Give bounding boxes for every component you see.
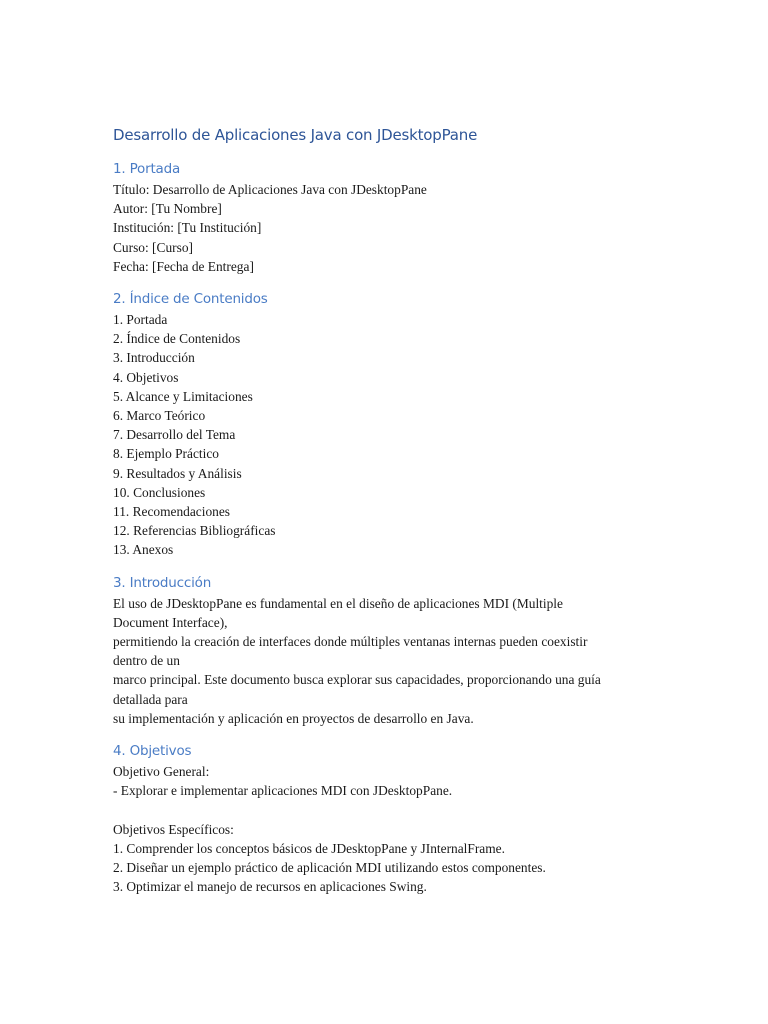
- text-line: 12. Referencias Bibliográficas: [113, 523, 276, 539]
- text-line: 11. Recomendaciones: [113, 504, 231, 520]
- document-page: [113, 124, 673, 909]
- text-line: El uso de JDesktopPane es fundamental en el diseño de aplicaciones MDI (Multiple: [113, 595, 563, 611]
- section-2: [113, 289, 673, 560]
- section-heading: 1. Portada: [113, 161, 181, 177]
- text-line: dentro de un: [113, 653, 180, 669]
- text-line: 8. Ejemplo Práctico: [113, 446, 219, 462]
- text-line: Autor: [Tu Nombre]: [113, 201, 222, 217]
- text-line: 3. Introducción: [113, 350, 195, 366]
- text-line: 2. Diseñar un ejemplo práctico de aplicación MDI utilizando estos componentes.: [113, 860, 546, 876]
- text-line: su implementación y aplicación en proyectos de desarrollo en Java.: [113, 710, 474, 726]
- text-line: 10. Conclusiones: [113, 484, 206, 500]
- text-line: detallada para: [113, 691, 188, 707]
- text-line: Fecha: [Fecha de Entrega]: [113, 258, 254, 274]
- section-3: [113, 573, 673, 728]
- text-line: 5. Alcance y Limitaciones: [113, 388, 253, 404]
- text-line: 2. Índice de Contenidos: [113, 331, 241, 347]
- text-line: 1. Comprender los conceptos básicos de JDesktopPane y JInternalFrame.: [113, 840, 505, 856]
- text-line: 9. Resultados y Análisis: [113, 465, 242, 481]
- text-line: marco principal. Este documento busca explorar sus capacidades, proporcionando una guía: [113, 672, 601, 688]
- text-line: 7. Desarrollo del Tema: [113, 427, 236, 443]
- blank-line: [113, 800, 673, 819]
- text-line: 13. Anexos: [113, 542, 174, 558]
- text-line: - Explorar e implementar aplicaciones MDI con JDesktopPane.: [113, 783, 453, 799]
- text-line: Document Interface),: [113, 614, 228, 630]
- text-line: Institución: [Tu Institución]: [113, 220, 262, 236]
- text-line: 4. Objetivos: [113, 369, 179, 385]
- section-4: [113, 741, 673, 896]
- text-line: 1. Portada: [113, 312, 168, 328]
- text-line: Curso: [Curso]: [113, 239, 193, 255]
- text-line: 6. Marco Teórico: [113, 408, 206, 424]
- text-line: permitiendo la creación de interfaces donde múltiples ventanas internas pueden coexistir: [113, 634, 588, 650]
- section-heading: 3. Introducción: [113, 574, 212, 591]
- text-line: Objetivo General:: [113, 764, 210, 780]
- section-1: [113, 159, 673, 276]
- text-line: Título: Desarrollo de Aplicaciones Java con JDesktopPane: [113, 182, 427, 197]
- section-heading: 4. Objetivos: [113, 743, 192, 760]
- document-body: [113, 159, 673, 896]
- text-line: 3. Optimizar el manejo de recursos en aplicaciones Swing.: [113, 879, 427, 895]
- section-heading: 2. Índice de Contenidos: [113, 291, 268, 308]
- text-line: Objetivos Específicos:: [113, 821, 234, 837]
- document-title: Desarrollo de Aplicaciones Java con JDesktopPane: [113, 126, 478, 144]
